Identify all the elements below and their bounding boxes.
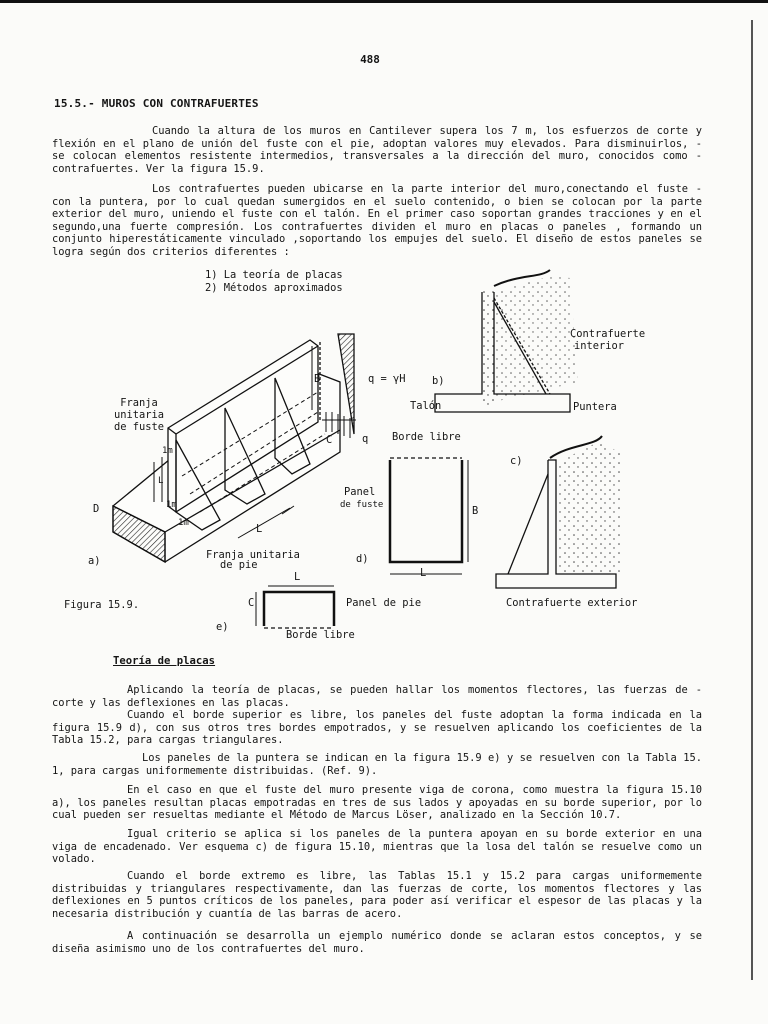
wall-isometric-diagram <box>113 334 356 562</box>
right-margin-rule <box>751 20 753 980</box>
figure-15-9 <box>50 262 710 642</box>
label-e: e) <box>216 621 229 633</box>
subheading-teoria-placas: Teoría de placas <box>113 655 216 667</box>
franja-pie-label: Franja unitaria de pie <box>206 549 300 571</box>
figure-drawing <box>50 262 710 642</box>
borde-libre-top-label: Borde libre <box>392 431 461 443</box>
label-1m-bot: 1m <box>178 518 189 528</box>
paragraph-teoria: Aplicando la teoría de placas, se pueden hallar los momentos flectores, las fuerzas de - corte y las deflexiones en las placas. <box>52 684 702 709</box>
paragraph-intro: Cuando la altura de los muros en Cantilever supera los 7 m, los esfuerzos de corte y flexión en el plano de unión del fuste con el pie, adoptan valores muy elevados. Para disminuirlos, - se colocan elementos resistente intermedios, transversales a la dirección del muro, conocidos como - contrafuertes. Ver la figura 15.9. <box>52 125 702 175</box>
paragraph-contrafuertes: Los contrafuertes pueden ubicarse en la parte interior del muro,conectando el fuste - con la puntera, por lo cual quedan sumergidos en el suelo contenido, o bien se colocan por la parte exterior del muro, uniendo el fuste con el talón. En el primer caso soportan grandes tracciones y en el segundo,una fuerte compresión. Los contrafuertes dividen el muro en placas o paneles , formando un conjunto hiperestáticamente vinculado ,soportando los empujes del suelo. El diseño de estos paneles se logra según dos criterios diferentes : <box>52 183 702 258</box>
label-b-d: B <box>472 505 479 517</box>
formula-q: q = γH <box>368 373 406 385</box>
paragraph-borde-superior: Cuando el borde superior es libre, los paneles del fuste adoptan la forma indicada en la figura 15.9 d), con sus otros tres bordes empotrados, y se resuelven aplicando los coeficientes de la Tabla 15.2, para cargas triangulares. <box>52 709 702 747</box>
label-1m-mid: 1m <box>166 500 177 510</box>
contrafuerte-interior-label: Contrafuerte interior <box>570 328 646 352</box>
contrafuerte-exterior-label: Contrafuerte exterior <box>506 597 638 609</box>
label-1m-top: 1m <box>162 446 173 456</box>
label-c-e: C <box>248 597 255 609</box>
label-l-e: L <box>294 571 301 583</box>
paragraph-puntera: Los paneles de la puntera se indican en la figura 15.9 e) y se resuelven con la Tabla 15. 1, para cargas uniformemente distribuidas. (Ref. 9). <box>52 752 702 777</box>
interior-buttress-section <box>435 270 578 412</box>
label-b-a: B <box>314 373 321 385</box>
criteria-item: 2) Métodos aproximados <box>205 282 343 294</box>
label-b: b) <box>432 375 445 387</box>
criteria-item: 1) La teoría de placas <box>205 269 343 281</box>
label-a: a) <box>88 555 101 567</box>
label-d: d) <box>356 553 369 565</box>
paragraph-igual-criterio: Igual criterio se aplica si los paneles de la puntera apoyan en su borde exterior en una viga de encadenado. Ver esquema c) de figura 15.10, mientras que la losa del talón se resuelve como un volado. <box>52 828 702 866</box>
talon-label: Talón <box>410 400 442 412</box>
label-q: q <box>362 433 369 445</box>
label-l-a: L <box>256 523 263 535</box>
paragraph-borde-extremo: Cuando el borde extremo es libre, las Tablas 15.1 y 15.2 para cargas uniformemente distribuidas y triangulares respectivamente, dan las fuerzas de corte, los momentos flectores y las deflexiones en 5 puntos críticos de los paneles, para poder así verificar el espesor de las placas y la necesaria distribución y cuantía de las barras de acero. <box>52 870 702 920</box>
figure-caption: Figura 15.9. <box>64 599 140 611</box>
borde-libre-bottom-label: Borde libre <box>286 629 355 641</box>
label-c: c) <box>510 455 523 467</box>
label-d: D <box>93 503 100 515</box>
franja-fuste-label: Franja unitaria de fuste <box>114 397 165 433</box>
label-l-small: L <box>158 476 164 486</box>
label-l-d: L <box>420 567 427 579</box>
label-c-a: C <box>326 434 333 446</box>
paragraph-viga-corona: En el caso en que el fuste del muro presente viga de corona, como muestra la figura 15.10 a), los paneles resultan placas empotradas en tres de sus lados y apoyadas en su borde superior, por lo cual pueden ser resueltas mediante el Método de Marcus Löser, analizado en la Sección 10.7. <box>52 784 702 822</box>
top-border-rule <box>0 0 768 3</box>
panel-pie-label: Panel de pie <box>346 597 422 609</box>
section-title: 15.5.- MUROS CON CONTRAFUERTES <box>54 97 259 110</box>
panel-fuste-label: Panel de fuste <box>340 486 384 510</box>
footing-panel-diagram <box>256 586 334 628</box>
wall-panel-diagram <box>390 458 468 574</box>
paragraph-ejemplo: A continuación se desarrolla un ejemplo numérico donde se aclaran estos conceptos, y se diseña asimismo uno de los contrafuertes del muro. <box>52 930 702 955</box>
page-number: 488 <box>360 53 380 66</box>
puntera-label: Puntera <box>573 401 617 413</box>
